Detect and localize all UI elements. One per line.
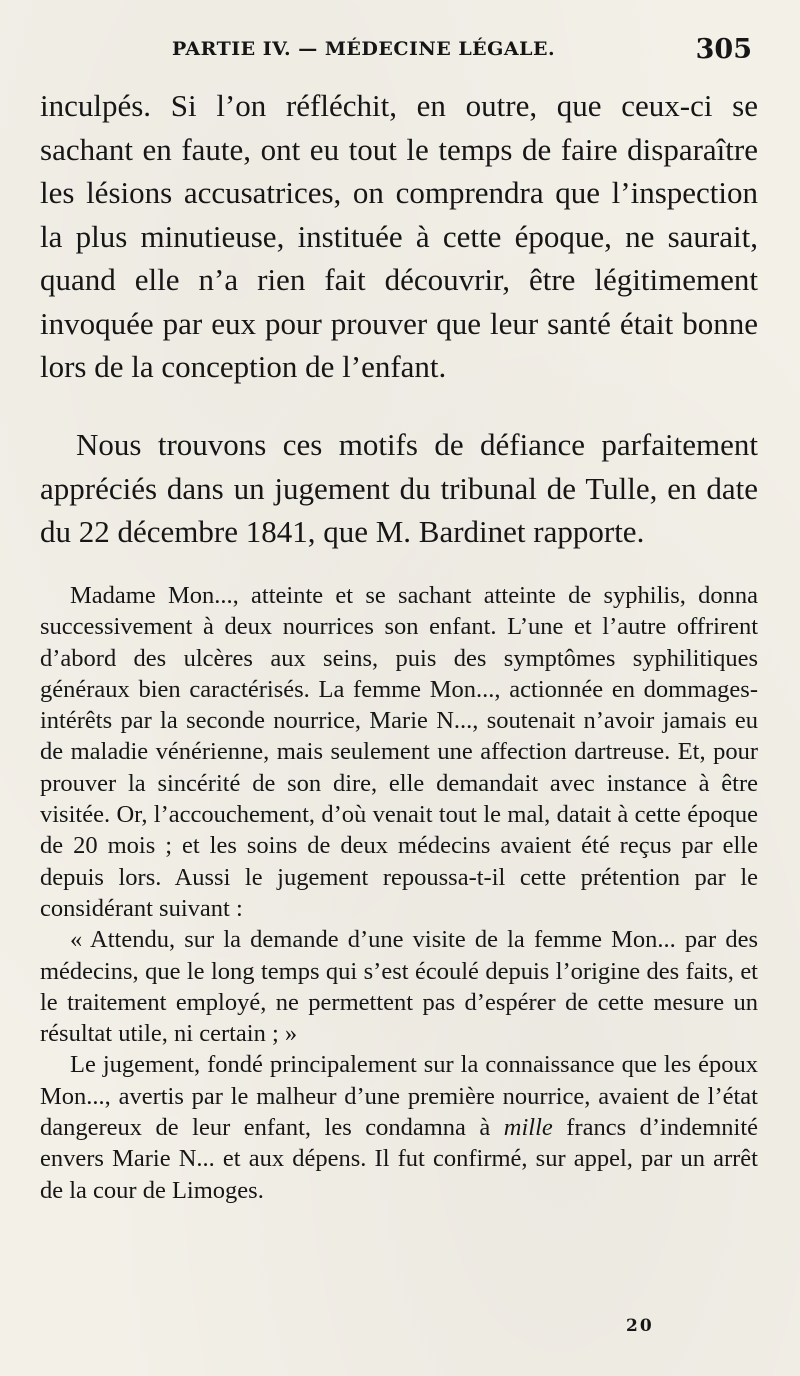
quote-paragraph-1: Madame Mon..., atteinte et se sachant atteinte de syphilis, donna successivement à deux nourrices son enfant. L’une et l’autre offrirent d’abord des ulcères aux seins, puis des symptômes syphilitiques généraux bien caractérisés. La femme Mon..., actionnée en dommages-intérêts par la seconde nourrice, Marie N..., soutenait n’avoir jamais eu de maladie vénérienne, mais seulement une affection dartreuse. Et, pour prouver la sincérité de son dire, elle demandait avec instance à être visitée. Or, l’accouchement, d’où venait tout le mal, datait à cette époque de 20 mois ; et les soins de deux médecins avaient été reçus par elle depuis lors. Aussi le jugement repoussa-t-il cette prétention par le considérant suivant : bbox=[40, 582, 758, 922]
quote-paragraph-2: « Attendu, sur la demande d’une visite de la femme Mon... par des médecins, que le long temps qui s’est écoulé depuis l’origine des faits, et le traitement employé, ne permettent pas d’espérer de cette mesure un résultat utile, ni certain ; » bbox=[40, 926, 758, 1048]
quote-3-italic: mille bbox=[503, 1114, 553, 1142]
body-block-1 bbox=[40, 84, 758, 389]
quote-3-text-a: Le jugement, fondé principalement sur la connaissance que les époux Mon..., avertis par le malheur d’une première nourrice, avaient de l’état dangereux de leur enfant, les condamna à bbox=[40, 1051, 758, 1142]
signature-mark: 20 bbox=[626, 1316, 654, 1336]
body-block-2 bbox=[40, 423, 758, 554]
running-title: PARTIE IV. — MÉDECINE LÉGALE. bbox=[172, 38, 556, 60]
quoted-case bbox=[40, 580, 758, 1206]
quote-paragraph-3 bbox=[40, 1049, 758, 1205]
page-header bbox=[40, 34, 752, 74]
paragraph-2: Nous trouvons ces motifs de défiance parfaitement appréciés dans un jugement du tribunal de Tulle, en date du 22 décembre 1841, que M. Bardinet rapporte. bbox=[40, 427, 758, 549]
paragraph-1: inculpés. Si l’on réfléchit, en outre, que ceux-ci se sachant en faute, ont eu tout le temps de faire disparaître les lésions accusatrices, on comprendra que l’inspection la plus minutieuse, instituée à cette époque, ne saurait, quand elle n’a rien fait découvrir, être légitimement invoquée par eux pour prouver que leur santé était bonne lors de la conception de l’enfant. bbox=[40, 88, 758, 384]
quote-3-text-b: francs d’indemnité envers Marie N... et aux dépens. Il fut confirmé, sur appel, par un arrêt de la cour de Limoges. bbox=[40, 1114, 759, 1204]
page-number: 305 bbox=[695, 34, 752, 65]
